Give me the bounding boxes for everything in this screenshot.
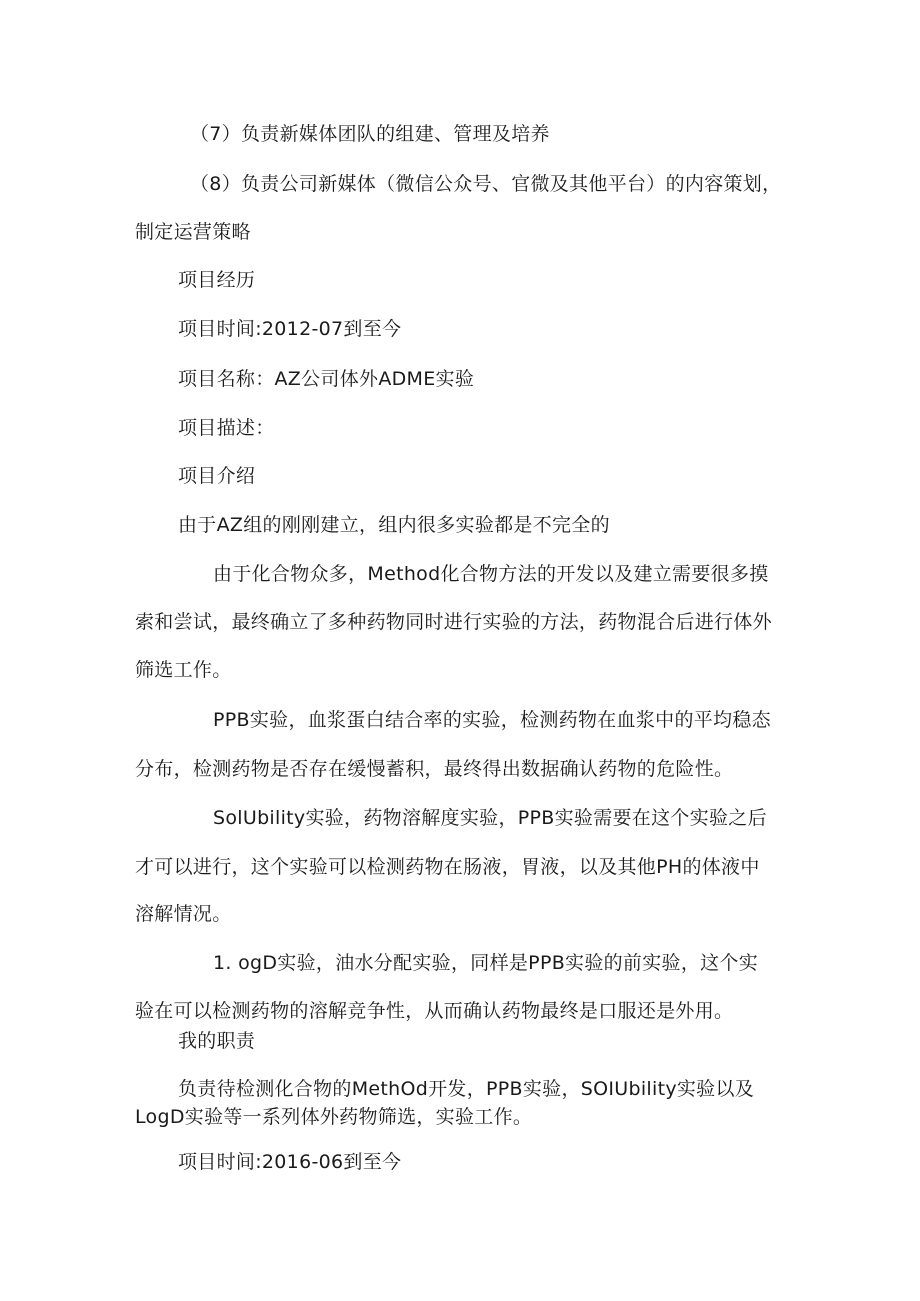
logd-paragraph-l1: 1. ogD实验，油水分配实验，同样是PPB实验的前实验，这个实 — [213, 952, 759, 974]
duties-paragraph-l1: 负责待检测化合物的MethOd开发，PPB实验，SOIUbility实验以及 — [178, 1078, 755, 1100]
method-paragraph-l2: 索和尝试，最终确立了多种药物同时进行实验的方法，药物混合后进行体外 — [135, 611, 772, 633]
resp-item-8: （8）负责公司新媒体（微信公众号、官微及其他平台）的内容策划， — [190, 173, 782, 195]
method-paragraph-l3: 筛选工作。 — [135, 659, 232, 681]
ppb-paragraph-l1: PPB实验，血浆蛋白结合率的实验，检测药物在血浆中的平均稳态 — [213, 709, 771, 731]
solubility-paragraph-l1: SolUbility实验，药物溶解度实验，PPB实验需要在这个实验之后 — [213, 807, 767, 829]
ppb-paragraph-l2: 分布，检测药物是否存在缓慢蓄积，最终得出数据确认药物的危险性。 — [135, 758, 734, 780]
section-heading-my-duties: 我的职责 — [178, 1030, 256, 1052]
intro-paragraph: 由于AZ组的刚刚建立，组内很多实验都是不完全的 — [178, 514, 610, 536]
section-heading-project-experience: 项目经历 — [178, 269, 256, 291]
logd-paragraph-l2: 验在可以检测药物的溶解竞争性，从而确认药物最终是口服还是外用。 — [135, 1000, 734, 1022]
resp-item-7: （7）负责新媒体团队的组建、管理及培养 — [190, 123, 550, 145]
duties-paragraph-l2: LogD实验等一系列体外药物筛选，实验工作。 — [135, 1106, 533, 1128]
method-paragraph-l1: 由于化合物众多，Method化合物方法的开发以及建立需要很多摸 — [213, 563, 769, 585]
resp-item-8-cont: 制定运营策略 — [135, 221, 251, 243]
project-intro-label: 项目介绍 — [178, 465, 256, 487]
project-name-1: 项目名称：AZ公司体外ADME实验 — [178, 368, 475, 390]
project-time-1: 项目时间:2012-07到至今 — [178, 318, 402, 340]
solubility-paragraph-l3: 溶解情况。 — [135, 903, 232, 925]
solubility-paragraph-l2: 才可以进行，这个实验可以检测药物在肠液，胃液，以及其他PH的体液中 — [135, 856, 760, 878]
project-time-2: 项目时间:2016-06到至今 — [178, 1151, 402, 1173]
project-description-label: 项目描述： — [178, 417, 275, 439]
